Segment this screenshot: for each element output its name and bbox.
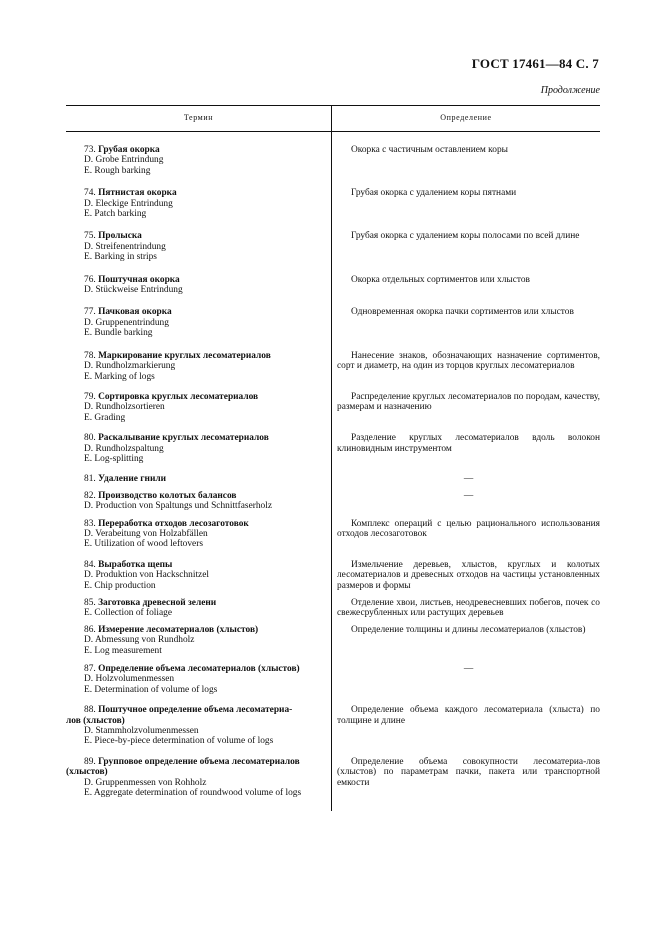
term-number: 83. — [84, 518, 96, 529]
term-cell — [66, 145, 331, 176]
term-german: D. Holzvolumenmessen — [84, 674, 175, 685]
term-russian-text: Маркирование круглых лесоматериалов — [98, 350, 271, 361]
term-german: D. Streifenentrindung — [84, 241, 166, 252]
term-cell — [66, 625, 331, 656]
term-cell — [66, 231, 331, 262]
term-cell — [66, 392, 331, 423]
definition-text: Комплекс операций с целью рационального использования отходов лесозаготовок — [337, 518, 600, 539]
definition-cell — [331, 433, 600, 454]
term-cell — [66, 757, 331, 799]
table-row — [66, 231, 600, 262]
table-row — [66, 757, 600, 799]
definition-text: Измельчение деревьев, хлыстов, круглых и колотых лесоматериалов и древесных отходов на частицы установленных размеров и формы — [337, 559, 600, 591]
term-number: 78. — [84, 350, 96, 361]
term-english: E. Log-splitting — [84, 453, 144, 464]
term-russian — [66, 664, 327, 674]
term-english: E. Patch barking — [84, 209, 147, 220]
term-german: D. Eleckige Entrindung — [84, 198, 173, 209]
table-row — [66, 307, 600, 338]
term-cell — [66, 598, 331, 619]
term-cell — [66, 275, 331, 296]
definition-text: Окорка отдельных сортиментов или хлыстов — [351, 274, 530, 285]
term-russian — [66, 625, 327, 635]
term-german: D. Grobe Entrindung — [84, 155, 164, 166]
term-russian — [66, 491, 327, 501]
definition-cell — [331, 188, 600, 198]
term-cell — [66, 474, 331, 484]
term-cell — [66, 351, 331, 382]
term-german: D. Production von Spaltungs und Schnittfaserholz — [84, 501, 273, 512]
term-russian — [66, 145, 327, 155]
definition-text: Распределение круглых лесоматериалов по породам, качеству, размерам и назначению — [337, 391, 600, 413]
definition-text: Определение объема каждого лесоматериала (хлыста) по толщине и длине — [337, 705, 600, 726]
term-cell — [66, 705, 331, 747]
terms-table — [66, 135, 600, 799]
term-german: D. Gruppenentrindung — [84, 317, 169, 328]
definition-text: Нанесение знаков, обозначающих назначение сортиментов, сорт и диаметр, на один из торцов круглых лесоматериалов — [337, 350, 600, 372]
term-russian-text: Раскалывание круглых лесоматериалов — [98, 433, 269, 444]
table-top-rule — [66, 105, 600, 106]
term-cell — [66, 664, 331, 695]
definition-cell — [331, 351, 600, 372]
definition-text: — — [463, 490, 474, 501]
term-german: D. Rundholzspaltung — [84, 443, 164, 454]
term-english: E. Barking in strips — [84, 252, 157, 263]
table-row — [66, 351, 600, 382]
definition-text: Одновременная окорка пачки сортиментов или хлыстов — [351, 307, 574, 318]
term-english: E. Utilization of wood leftovers — [84, 539, 203, 550]
term-number: 85. — [84, 598, 96, 608]
definition-text: Определение объема совокупности лесоматериа-лов (хлыстов) по параметрам пачки, пакета или транспортной емкости — [337, 756, 600, 788]
term-english: E. Aggregate determination of roundwood volume of logs — [84, 788, 302, 799]
definition-text: Определение толщины и длины лесоматериалов (хлыстов) — [351, 624, 586, 635]
definition-text: Разделение круглых лесоматериалов вдоль волокон клиновидным инструментом — [337, 433, 600, 454]
term-number: 77. — [84, 307, 96, 318]
table-row — [66, 275, 600, 296]
term-number: 88. — [84, 705, 96, 716]
table-row — [66, 188, 600, 219]
term-english: E. Grading — [84, 412, 126, 423]
term-english: E. Marking of logs — [84, 371, 155, 382]
term-russian — [66, 560, 327, 570]
table-row — [66, 145, 600, 176]
term-russian-text: Сортировка круглых лесоматериалов — [98, 391, 259, 402]
term-english: E. Rough barking — [84, 165, 151, 176]
definition-text: — — [463, 474, 474, 485]
term-russian-text: Заготовка древесной зелени — [98, 598, 217, 608]
term-cell — [66, 519, 331, 550]
term-russian-text: Поштучное определение объема лесоматериа- — [98, 705, 293, 716]
term-german: D. Abmessung von Rundholz — [84, 635, 195, 646]
term-number: 80. — [84, 433, 96, 444]
term-russian — [66, 757, 327, 767]
term-russian-text: Поштучная окорка — [98, 274, 180, 285]
term-russian — [66, 705, 327, 715]
term-number: 76. — [84, 274, 96, 285]
definition-cell — [331, 474, 600, 484]
table-row — [66, 519, 600, 550]
term-cell — [66, 188, 331, 219]
table-row — [66, 433, 600, 464]
term-german: D. Rundholzsortieren — [84, 402, 165, 413]
term-english: E. Bundle barking — [84, 328, 153, 339]
term-number: 75. — [84, 231, 96, 242]
term-english: E. Log measurement — [84, 645, 162, 656]
definition-cell — [331, 625, 600, 635]
term-german: D. Stammholzvolumenmessen — [84, 726, 199, 737]
term-russian-text: Производство колотых балансов — [98, 490, 237, 501]
definition-cell — [331, 307, 600, 317]
term-russian — [66, 433, 327, 443]
term-russian-text: Грубая окорка — [98, 145, 160, 155]
definition-cell — [331, 491, 600, 501]
table-row — [66, 664, 600, 695]
term-german: D. Gruppenmessen von Rohholz — [84, 777, 207, 788]
definition-cell — [331, 705, 600, 726]
term-number: 73. — [84, 145, 96, 155]
term-russian-text: Выработка щепы — [98, 559, 173, 570]
term-russian-text: Переработка отходов лесозаготовок — [98, 518, 249, 529]
definition-text: Отделение хвои, листьев, неодревесневших побегов, почек со свежесрубленных или растущих деревьев — [337, 598, 600, 619]
column-header-term: Термин — [183, 113, 214, 122]
term-russian-continuation: (хлыстов) — [66, 767, 108, 778]
term-german: D. Rundholzmarkierung — [84, 361, 176, 372]
definition-cell — [331, 145, 600, 155]
term-russian-text: Пролыска — [98, 231, 142, 242]
term-russian — [66, 474, 327, 484]
term-russian-text: Пачковая окорка — [98, 307, 172, 318]
term-russian-text: Удаление гнили — [98, 474, 167, 485]
term-russian — [66, 392, 327, 402]
page-header: ГОСТ 17461—84 С. 7 — [471, 56, 599, 71]
table-row — [66, 598, 600, 619]
term-cell — [66, 491, 331, 512]
table-header-rule — [66, 131, 600, 132]
term-number: 81. — [84, 474, 96, 485]
term-russian — [66, 351, 327, 361]
term-cell — [66, 433, 331, 464]
column-header-definition: Определение — [440, 113, 492, 122]
term-number: 84. — [84, 559, 96, 570]
table-row — [66, 474, 600, 484]
definition-cell — [331, 392, 600, 413]
definition-cell — [331, 275, 600, 285]
term-russian — [66, 231, 327, 241]
term-english: E. Chip production — [84, 580, 156, 591]
term-cell — [66, 307, 331, 338]
term-number: 86. — [84, 624, 96, 635]
term-number: 82. — [84, 490, 96, 501]
table-row — [66, 625, 600, 656]
term-number: 89. — [84, 756, 96, 767]
term-russian-text: Групповое определение объема лесоматериалов — [98, 756, 300, 767]
term-russian-text: Измерение лесоматериалов (хлыстов) — [98, 624, 259, 635]
term-russian — [66, 519, 327, 529]
term-german: D. Stückweise Entrindung — [84, 285, 183, 296]
definition-cell — [331, 231, 600, 241]
definition-cell — [331, 664, 600, 674]
definition-text: Грубая окорка с удалением коры пятнами — [351, 188, 517, 199]
continuation-label: Продолжение — [540, 85, 600, 96]
table-row — [66, 491, 600, 512]
definition-cell — [331, 757, 600, 788]
term-number: 79. — [84, 391, 96, 402]
term-russian — [66, 275, 327, 285]
term-russian — [66, 598, 327, 608]
definition-text: — — [463, 664, 474, 675]
definition-cell — [331, 560, 600, 591]
definition-cell — [331, 598, 600, 619]
term-german: D. Produktion von Hackschnitzel — [84, 570, 209, 581]
term-russian — [66, 188, 327, 198]
term-russian-text: Определение объема лесоматериалов (хлыстов) — [98, 664, 300, 675]
term-russian — [66, 307, 327, 317]
term-number: 74. — [84, 188, 96, 199]
term-russian-text: Пятнистая окорка — [98, 188, 177, 199]
term-english: E. Determination of volume of logs — [84, 684, 218, 695]
definition-text: Окорка с частичным оставлением коры — [351, 145, 508, 155]
term-number: 87. — [84, 664, 96, 675]
definition-text: Грубая окорка с удалением коры полосами по всей длине — [351, 231, 580, 242]
definition-cell — [331, 519, 600, 540]
table-row — [66, 705, 600, 747]
table-row — [66, 560, 600, 591]
term-german: D. Verabeitung von Holzabfällen — [84, 528, 208, 539]
term-english: E. Piece-by-piece determination of volume of logs — [84, 736, 274, 747]
term-german: E. Collection of foliage — [84, 608, 172, 619]
term-russian-continuation: лов (хлыстов) — [66, 715, 125, 726]
term-cell — [66, 560, 331, 591]
table-row — [66, 392, 600, 423]
